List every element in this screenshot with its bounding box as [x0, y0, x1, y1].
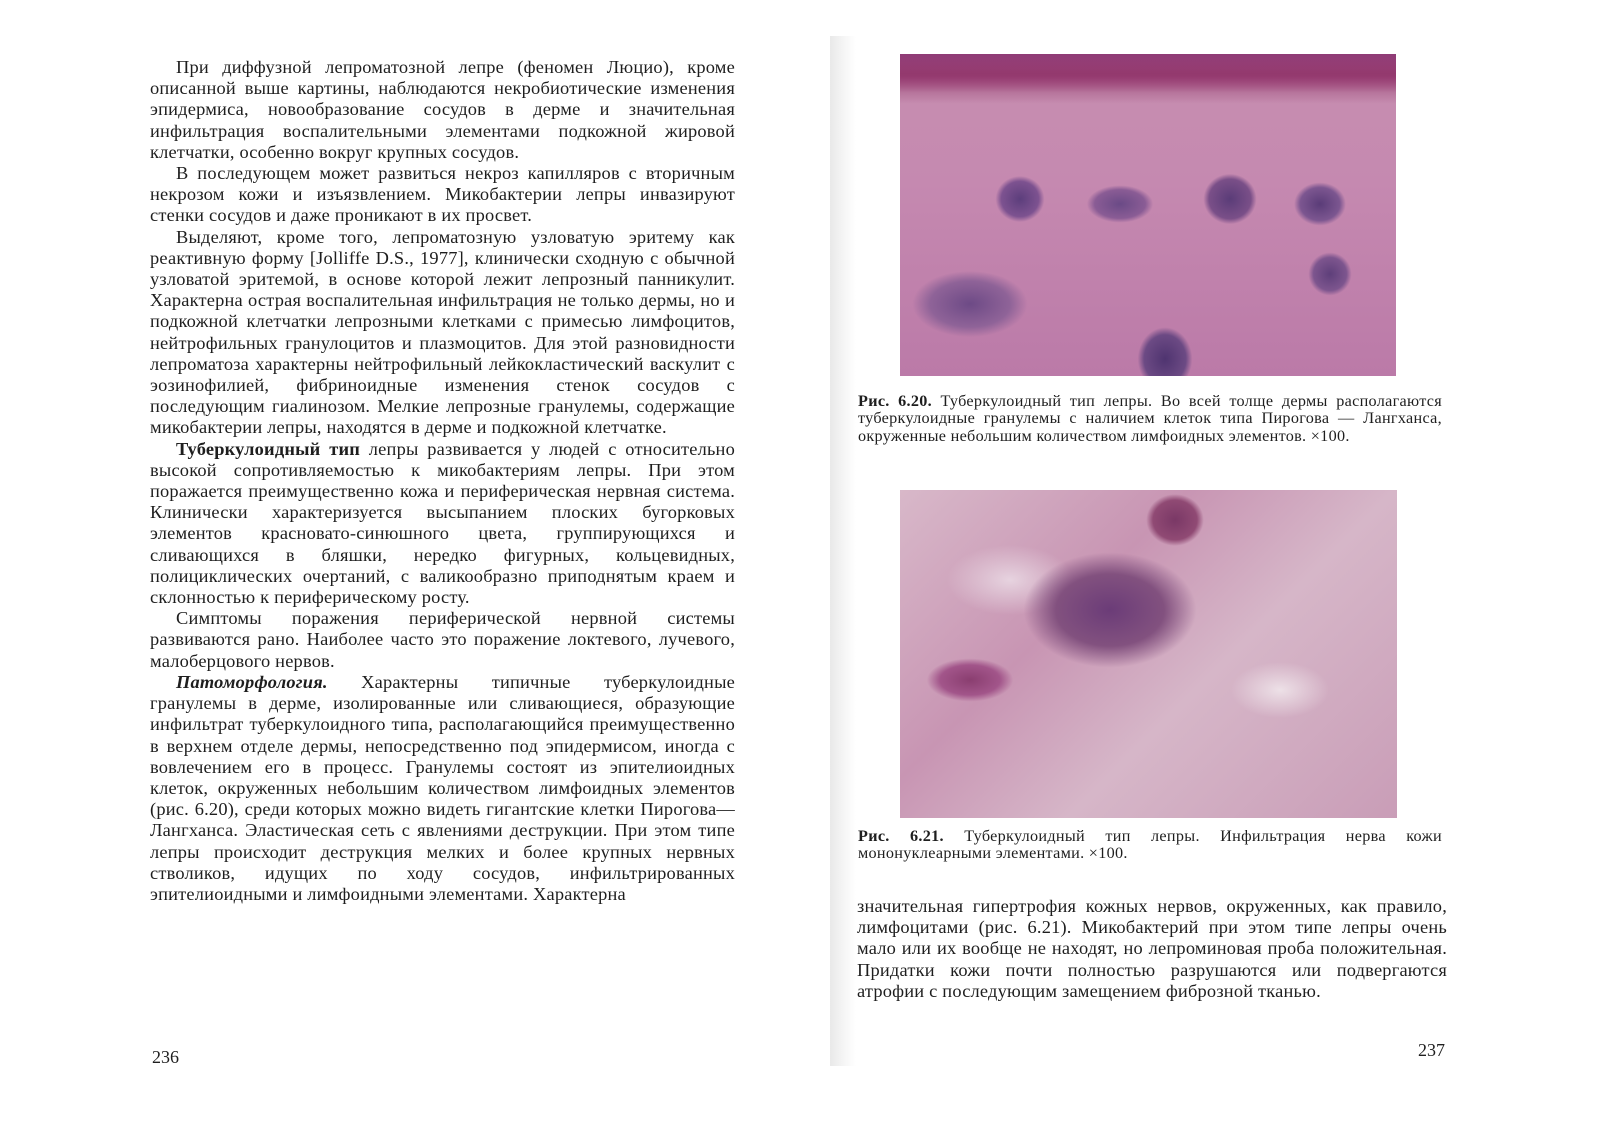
paragraph-6-body: Характерны типичные туберкулоидные гранулемы в дерме, изолированные или сливающиеся, образующие инфильтрат туберкулоидного типа, располагающийся преимущественно в верхнем отделе дермы, непосредственно под эпидермисом, иногда с вовлечением его в процесс. Гранулемы состоят из эпителиоидных клеток, окруженных небольшим количеством лимфоидных элементов (рис. 6.20), среди которых можно видеть гигантские клетки Пирогова—Лангханса. Эластическая сеть с явлениями деструкции. При этом типе лепры происходит деструкция мелких и более крупных нервных стволиков, идущих по ходу сосудов, инфильтрированных эпителиоидными и лимфоидными элементами. Характерна [150, 671, 735, 904]
page-number-right: 237 [1418, 1040, 1445, 1060]
paragraph-6 [150, 672, 735, 905]
figure-6-21-caption-text: Туберкулоидный тип лепры. Инфильтрация нерва кожи мононуклеарными элементами. ×100. [858, 827, 1442, 863]
paragraph-3: Выделяют, кроме того, лепроматозную узловатую эритему как реактивную форму [Jolliffe D.S., 1977], клинически сходную с обычной узловатой эритемой, в основе которой лежит лепрозный панникулит. Характерна острая воспалительная инфильтрация не только дермы, но и подкожной клетчатки лепрозными клетками с примесью лимфоцитов, нейтрофильных гранулоцитов и плазмоцитов. Для этой разновидности лепроматоза характерны нейтрофильный лейкокластический васкулит с эозинофилией, фибриноидные изменения стенок сосудов с последующим гиалинозом. Мелкие лепрозные гранулемы, содержащие микобактерии лепры, находятся в дерме и подкожной клетчатке. [150, 226, 735, 438]
figure-6-21-caption [858, 828, 1442, 863]
page-number-left: 236 [152, 1047, 179, 1067]
figure-6-20-label: Рис. 6.20. [858, 392, 933, 410]
figure-6-21-label: Рис. 6.21. [858, 827, 944, 845]
paragraph-2: В последующем может развиться некроз капилляров с вторичным некрозом кожи и изъязвлением. Микобактерии лепры инвазируют стенки сосудов и даже проникают в их просвет. [150, 163, 735, 226]
term-pathomorphology: Патоморфология. [176, 671, 328, 692]
epidermis-layer [900, 54, 1396, 104]
paragraph-4-body: лепры развивается у людей с относительно высокой сопротивляемостью к микобактериям лепры. При этом поражается преимущественно кожа и периферическая нервная система. Клинически характеризуется высыпанием плоских бугорковых элементов красновато-синюшного цвета, группирующихся и сливающихся в бляшки, нередко фигурных, кольцевидных, полициклических очертаний, с валикообразно приподнятым краем и склонностью к периферическому росту. [150, 438, 735, 608]
left-page-text [150, 57, 735, 905]
paragraph-4 [150, 439, 735, 609]
paragraph-5: Симптомы поражения периферической нервной системы развиваются рано. Наиболее часто это поражение локтевого, лучевого, малоберцового нервов. [150, 608, 735, 671]
figure-6-20-caption-text: Туберкулоидный тип лепры. Во всей толще дермы располагаются туберкулоидные гранулемы с наличием клеток типа Пирогова — Лангханса, окруженные небольшим количеством лимфоидных элементов. ×100. [858, 392, 1442, 445]
histology-figure-6-20 [900, 54, 1396, 376]
histology-figure-6-21 [900, 490, 1397, 818]
figure-6-20-caption [858, 393, 1442, 445]
term-tuberculoid-type: Туберкулоидный тип [176, 438, 361, 459]
paragraph-1: При диффузной лепроматозной лепре (феномен Люцио), кроме описанной выше картины, наблюдаются некробиотические изменения эпидермиса, новообразование сосудов в дерме и значительная инфильтрация воспалительными элементами подкожной жировой клетчатки, особенно вокруг крупных сосудов. [150, 57, 735, 162]
right-page-text: значительная гипертрофия кожных нервов, окруженных, как правило, лимфоцитами (рис. 6.21). Микобактерий при этом типе лепры очень мало или их вообще не находят, но лепроминовая проба положительная. Придатки кожи почти полностью разрушаются или подвергаются атрофии с последующим замещением фиброзной тканью. [857, 896, 1447, 1001]
